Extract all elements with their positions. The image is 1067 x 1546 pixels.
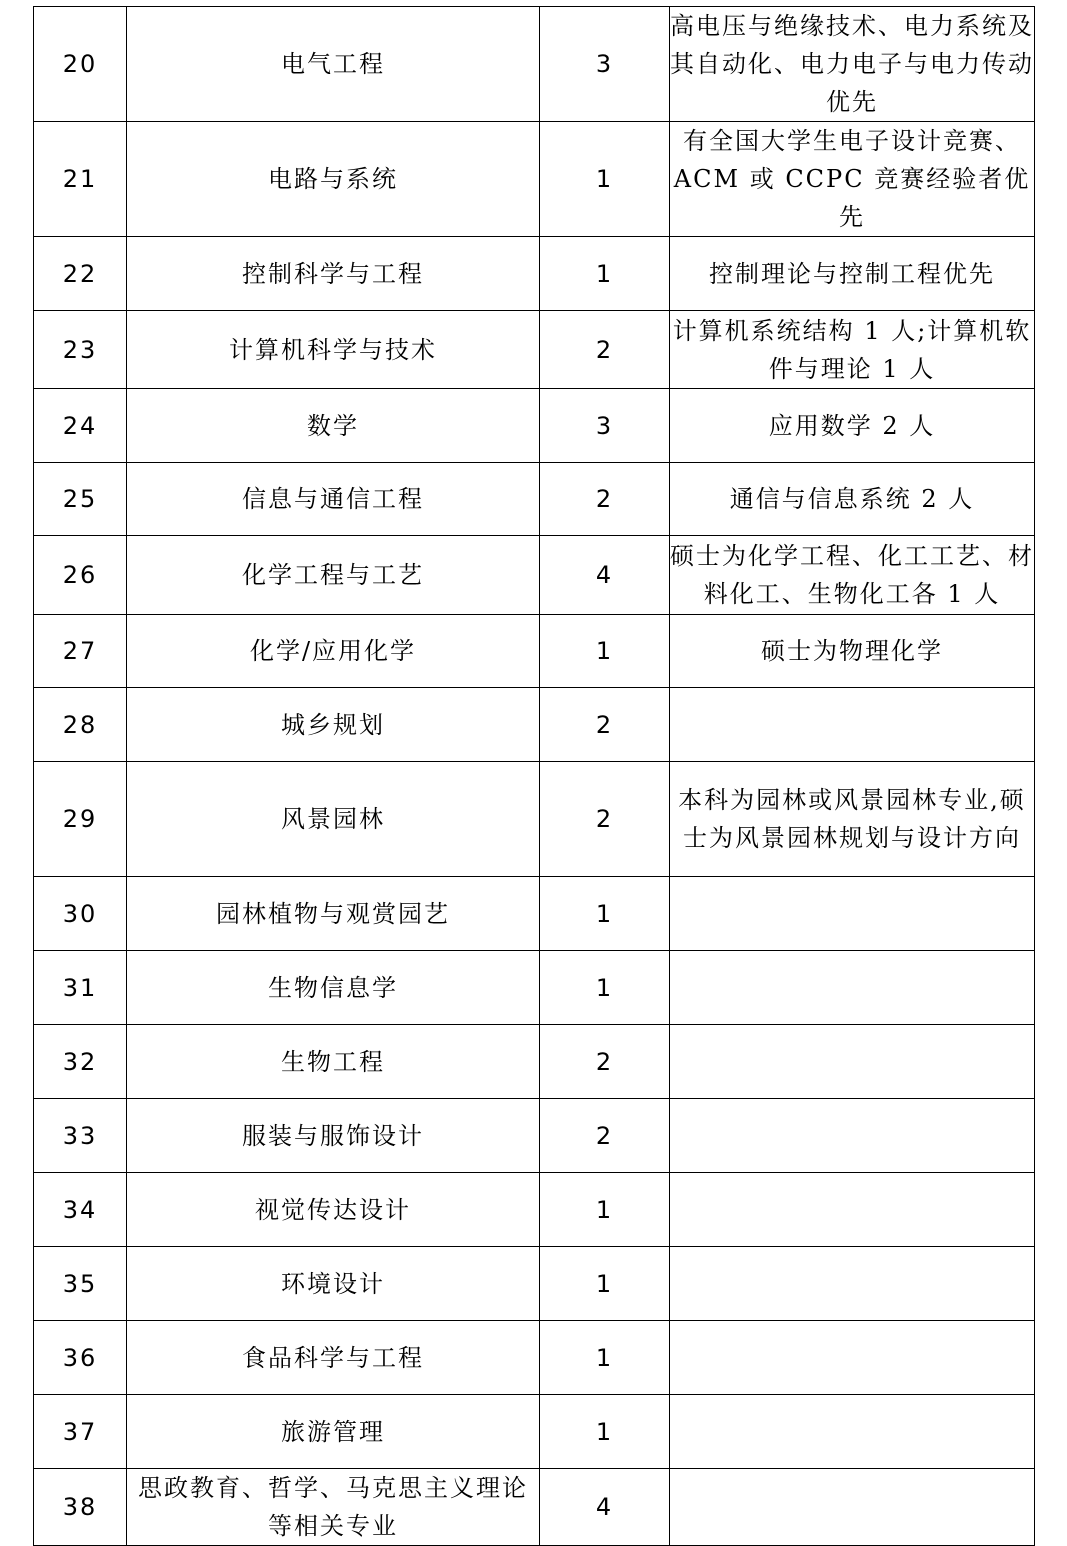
table-row	[34, 389, 1035, 463]
position-count: 1	[540, 1395, 670, 1469]
row-number: 30	[34, 877, 127, 951]
position-count: 3	[540, 389, 670, 463]
table-row	[34, 877, 1035, 951]
remark	[670, 1247, 1035, 1321]
row-number: 22	[34, 237, 127, 311]
remark	[670, 688, 1035, 762]
position-count: 1	[540, 615, 670, 688]
row-number: 31	[34, 951, 127, 1025]
position-count: 3	[540, 7, 670, 122]
major-name: 环境设计	[127, 1247, 540, 1321]
major-name: 园林植物与观赏园艺	[127, 877, 540, 951]
table-row	[34, 1247, 1035, 1321]
row-number: 34	[34, 1173, 127, 1247]
position-count: 2	[540, 463, 670, 536]
major-name: 旅游管理	[127, 1395, 540, 1469]
row-number: 23	[34, 311, 127, 389]
remark	[670, 1395, 1035, 1469]
major-name: 生物工程	[127, 1025, 540, 1099]
remark	[670, 1025, 1035, 1099]
position-count: 2	[540, 762, 670, 877]
remark	[670, 951, 1035, 1025]
position-count: 1	[540, 122, 670, 237]
remark: 通信与信息系统 2 人	[670, 463, 1035, 536]
major-name: 生物信息学	[127, 951, 540, 1025]
row-number: 26	[34, 536, 127, 615]
major-name: 思政教育、哲学、马克思主义理论等相关专业	[127, 1469, 540, 1546]
remark	[670, 1099, 1035, 1173]
row-number: 27	[34, 615, 127, 688]
row-number: 38	[34, 1469, 127, 1546]
row-number: 25	[34, 463, 127, 536]
position-count: 1	[540, 1321, 670, 1395]
row-number: 20	[34, 7, 127, 122]
table-row	[34, 1099, 1035, 1173]
remark: 硕士为物理化学	[670, 615, 1035, 688]
row-number: 36	[34, 1321, 127, 1395]
table-row	[34, 1395, 1035, 1469]
table-row	[34, 688, 1035, 762]
major-name: 食品科学与工程	[127, 1321, 540, 1395]
recruitment-table	[33, 6, 1035, 1546]
remark	[670, 1321, 1035, 1395]
major-name: 信息与通信工程	[127, 463, 540, 536]
row-number: 21	[34, 122, 127, 237]
table-body	[34, 7, 1035, 1546]
table-row	[34, 1469, 1035, 1546]
remark: 控制理论与控制工程优先	[670, 237, 1035, 311]
position-count: 1	[540, 1247, 670, 1321]
major-name: 计算机科学与技术	[127, 311, 540, 389]
row-number: 33	[34, 1099, 127, 1173]
table-row	[34, 1025, 1035, 1099]
major-name: 化学工程与工艺	[127, 536, 540, 615]
row-number: 28	[34, 688, 127, 762]
remark: 计算机系统结构 1 人;计算机软件与理论 1 人	[670, 311, 1035, 389]
position-count: 2	[540, 1025, 670, 1099]
major-name: 风景园林	[127, 762, 540, 877]
table-row	[34, 536, 1035, 615]
major-name: 数学	[127, 389, 540, 463]
remark: 应用数学 2 人	[670, 389, 1035, 463]
position-count: 2	[540, 688, 670, 762]
row-number: 37	[34, 1395, 127, 1469]
major-name: 控制科学与工程	[127, 237, 540, 311]
remark: 有全国大学生电子设计竞赛、ACM 或 CCPC 竞赛经验者优先	[670, 122, 1035, 237]
table-row	[34, 237, 1035, 311]
position-count: 1	[540, 1173, 670, 1247]
major-name: 电路与系统	[127, 122, 540, 237]
remark	[670, 1173, 1035, 1247]
position-count: 2	[540, 1099, 670, 1173]
remark: 高电压与绝缘技术、电力系统及其自动化、电力电子与电力传动优先	[670, 7, 1035, 122]
row-number: 29	[34, 762, 127, 877]
table-row	[34, 122, 1035, 237]
position-count: 4	[540, 536, 670, 615]
row-number: 24	[34, 389, 127, 463]
position-count: 4	[540, 1469, 670, 1546]
table-row	[34, 1321, 1035, 1395]
remark: 硕士为化学工程、化工工艺、材料化工、生物化工各 1 人	[670, 536, 1035, 615]
table-row	[34, 762, 1035, 877]
major-name: 化学/应用化学	[127, 615, 540, 688]
major-name: 服装与服饰设计	[127, 1099, 540, 1173]
remark	[670, 1469, 1035, 1546]
remark	[670, 877, 1035, 951]
row-number: 35	[34, 1247, 127, 1321]
table-row	[34, 7, 1035, 122]
position-count: 1	[540, 951, 670, 1025]
table-row	[34, 1173, 1035, 1247]
table-row	[34, 951, 1035, 1025]
table-row	[34, 615, 1035, 688]
major-name: 城乡规划	[127, 688, 540, 762]
row-number: 32	[34, 1025, 127, 1099]
position-count: 2	[540, 311, 670, 389]
major-name: 电气工程	[127, 7, 540, 122]
table-row	[34, 463, 1035, 536]
position-count: 1	[540, 877, 670, 951]
table-row	[34, 311, 1035, 389]
position-count: 1	[540, 237, 670, 311]
major-name: 视觉传达设计	[127, 1173, 540, 1247]
remark: 本科为园林或风景园林专业,硕士为风景园林规划与设计方向	[670, 762, 1035, 877]
